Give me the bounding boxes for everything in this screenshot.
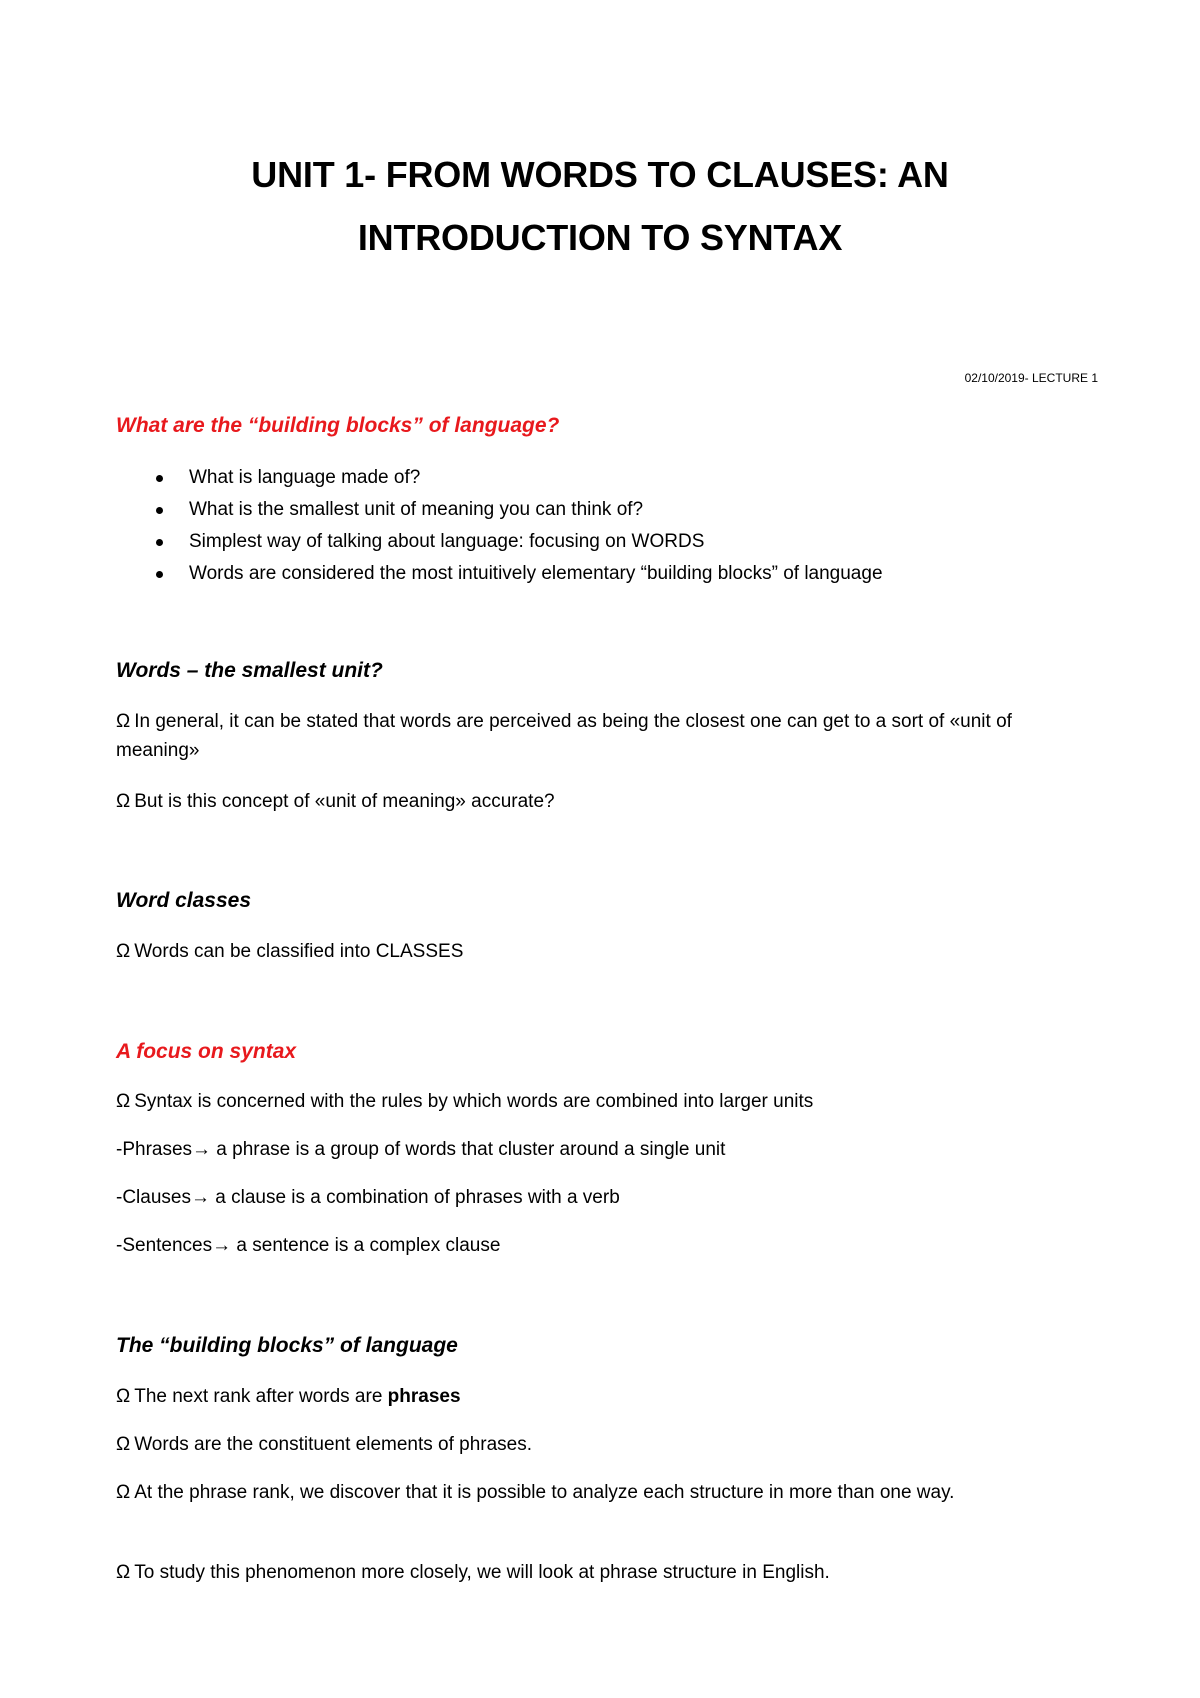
page-title <box>0 143 1200 269</box>
bullet-icon <box>156 539 163 546</box>
paragraph: Ω In general, it can be stated that words are perceived as being the closest one can get to a sort of «unit of meaning» <box>116 711 1012 761</box>
arrow-icon: → <box>212 1235 232 1256</box>
omega-icon: Ω <box>116 1386 131 1407</box>
omega-icon: Ω <box>116 1434 131 1455</box>
list-item-clauses: -Clauses→ a clause is a combination of phrases with a verb <box>116 1187 620 1208</box>
omega-icon: Ω <box>116 791 131 812</box>
list-item: What is language made of? <box>116 462 1096 494</box>
title-line-2: INTRODUCTION TO SYNTAX <box>357 217 843 258</box>
bullet-icon <box>156 571 163 578</box>
paragraph: Ω Words can be classified into CLASSES <box>116 941 464 962</box>
heading-building-blocks-question: What are the “building blocks” of language? <box>116 414 560 437</box>
omega-icon: Ω <box>116 711 131 732</box>
omega-icon: Ω <box>116 1091 131 1112</box>
paragraph: Ω Syntax is concerned with the rules by which words are combined into larger units <box>116 1091 814 1112</box>
omega-icon: Ω <box>116 1562 131 1583</box>
omega-icon: Ω <box>116 941 131 962</box>
list-item-sentences: -Sentences→ a sentence is a complex clause <box>116 1235 501 1256</box>
list-item: Simplest way of talking about language: focusing on WORDS <box>116 526 1096 558</box>
paragraph: Ω Words are the constituent elements of phrases. <box>116 1434 533 1455</box>
heading-focus-on-syntax: A focus on syntax <box>116 1040 297 1063</box>
paragraph: Ω At the phrase rank, we discover that it is possible to analyze each structure in more than one way. <box>116 1482 955 1503</box>
title-line-1: UNIT 1- FROM WORDS TO CLAUSES: AN <box>251 154 949 195</box>
paragraph: Ω But is this concept of «unit of meaning» accurate? <box>116 791 555 812</box>
heading-building-blocks: The “building blocks” of language <box>116 1334 458 1357</box>
bullet-icon <box>156 475 163 482</box>
list-item: What is the smallest unit of meaning you can think of? <box>116 494 1096 526</box>
paragraph: Ω To study this phenomenon more closely, we will look at phrase structure in English. <box>116 1562 830 1583</box>
heading-smallest-unit: Words – the smallest unit? <box>116 659 383 682</box>
bullet-list <box>116 462 1096 590</box>
lecture-date: 02/10/2019- LECTURE 1 <box>964 371 1098 385</box>
list-item-phrases: -Phrases→ a phrase is a group of words that cluster around a single unit <box>116 1139 726 1160</box>
list-item: Words are considered the most intuitively elementary “building blocks” of language <box>116 558 1096 590</box>
bullet-icon <box>156 507 163 514</box>
arrow-icon: → <box>190 1187 210 1208</box>
omega-icon: Ω <box>116 1482 131 1503</box>
arrow-icon: → <box>192 1139 212 1160</box>
heading-word-classes: Word classes <box>116 889 252 912</box>
paragraph: Ω The next rank after words are phrases <box>116 1386 461 1407</box>
